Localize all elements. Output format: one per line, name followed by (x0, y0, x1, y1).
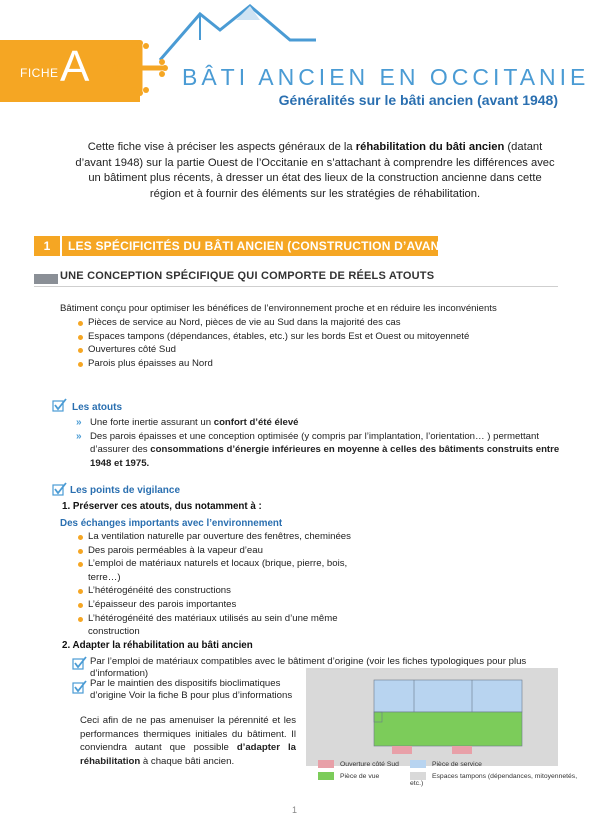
conception-list (78, 316, 548, 370)
checkbox-icon (72, 656, 87, 670)
legend-label: Espaces tampons (dépendances, mitoyennetés, etc.) (410, 772, 578, 787)
atout-text-1: Une forte inertie assurant un (90, 417, 214, 428)
atout-text-2: Des parois épaisses et une conception optimisée (y compris par l’implantation, l’orientation… ) permettant d’assurer des (90, 430, 539, 456)
legend-label: Pièce de vue (340, 772, 380, 780)
intro-bold: réhabilitation du bâti ancien (355, 141, 505, 153)
subheading-rule (34, 286, 558, 287)
checkbox-icon (52, 482, 67, 496)
orientation-diagram (306, 668, 558, 766)
list-item (76, 416, 560, 430)
legend-living-room (318, 772, 379, 780)
atout-bold-1: confort d’été élevé (213, 417, 299, 428)
vigilance-list (78, 530, 378, 639)
legend-swatch (410, 760, 426, 768)
legend-service-room (410, 760, 482, 768)
legend-swatch (318, 772, 334, 780)
legend-label: Pièce de service (432, 760, 482, 768)
vigilance-label: Les points de vigilance (70, 485, 181, 496)
legend-label: Ouverture côté Sud (340, 760, 399, 768)
document-title: BÂTI ANCIEN EN OCCITANIE (182, 64, 590, 90)
list-item: Des parois perméables à la vapeur d’eau (78, 544, 378, 558)
legend-swatch (318, 760, 334, 768)
vigilance-point-2: 2. Adapter la réhabilitation au bâti ancien (62, 640, 253, 651)
checkbox-icon (72, 680, 87, 694)
south-opening (452, 746, 472, 754)
service-rooms (374, 680, 522, 712)
document-subtitle: Généralités sur le bâti ancien (avant 1948) (278, 92, 558, 108)
exchanges-heading: Des échanges importants avec l’environnement (60, 518, 283, 529)
living-rooms (374, 712, 522, 746)
subsection-lead: Bâtiment conçu pour optimiser les bénéfices de l’environnement proche et en réduire les inconvénients (60, 303, 497, 314)
fiche-word: FICHE (20, 66, 59, 80)
occitan-cross-icon (112, 38, 168, 98)
intro-paragraph (72, 140, 558, 202)
checkbox-icon (52, 398, 67, 412)
list-item: L’hétérogénéité des constructions (78, 584, 378, 598)
subheading-marker (34, 274, 58, 284)
south-opening (392, 746, 412, 754)
atout-bold-2: consommations d’énergie inférieures en moyenne à celles des bâtiments construits entre 1948 et 1975. (90, 444, 560, 469)
legend-buffer-zone (410, 772, 591, 787)
section-divider (60, 236, 62, 256)
list-item: Pièces de service au Nord, pièces de vie au Sud dans la majorité des cas (78, 316, 548, 330)
page-number: 1 (292, 805, 298, 815)
closing-text-2: à chaque bâti ancien. (140, 755, 235, 767)
page-header (0, 0, 591, 120)
legend-south-opening (318, 760, 399, 768)
list-item: L’emploi de matériaux naturels et locaux (brique, pierre, bois, terre…) (78, 557, 378, 584)
list-item: Espaces tampons (dépendances, étables, etc.) sur les bords Est et Ouest ou mitoyenneté (78, 330, 548, 344)
list-item: La ventilation naturelle par ouverture des fenêtres, cheminées (78, 530, 378, 544)
adapt-item-2: Par le maintien des dispositifs bioclimatiques d’origine Voir la fiche B pour plus d’informations (90, 678, 293, 701)
closing-text-1: Ceci afin de ne pas amenuiser la pérennité et les performances thermiques initiales du bâtiment. Il conviendra autant que possible (80, 715, 296, 754)
section-number: 1 (43, 239, 51, 253)
adapt-item-1: Par l’emploi de matériaux compatibles avec le bâtiment d’origine (voir les fiches typologiques pour plus d’information) (90, 656, 527, 679)
subheading: UNE CONCEPTION SPÉCIFIQUE QUI COMPORTE DE RÉELS ATOUTS (60, 270, 435, 282)
intro-text-1: Cette fiche vise à préciser les aspects généraux de la (87, 141, 356, 153)
fiche-letter: A (60, 42, 90, 91)
legend-swatch (410, 772, 426, 780)
list-item: L’épaisseur des parois importantes (78, 598, 378, 612)
closing-bold: d’adapter la réhabilitation (80, 742, 296, 767)
vigilance-point-1: 1. Préserver ces atouts, dus notamment à : (62, 501, 262, 512)
list-item: L’hétérogénéité des matériaux utilisés au sein d’une même construction (78, 612, 348, 639)
atouts-list (76, 416, 560, 470)
list-item: Parois plus épaisses au Nord (78, 357, 548, 371)
intro-text-2: (datant d’avant 1948) sur la partie Ouest de l’Occitanie en s’attachant à comprendre les différences avec un bâtiment plus récents, à dresser un état des lieux de la construction ancienne dans cette région et à fournir des éléments sur les stratégies de réhabilitation. (75, 141, 555, 200)
closing-paragraph (80, 714, 296, 768)
atouts-label: Les atouts (72, 402, 123, 413)
list-item (76, 430, 560, 471)
section-title: LES SPÉCIFICITÉS DU BÂTI ANCIEN (CONSTRUCTION D’AVANT 1948) (68, 239, 483, 253)
list-item: Ouvertures côté Sud (78, 343, 548, 357)
